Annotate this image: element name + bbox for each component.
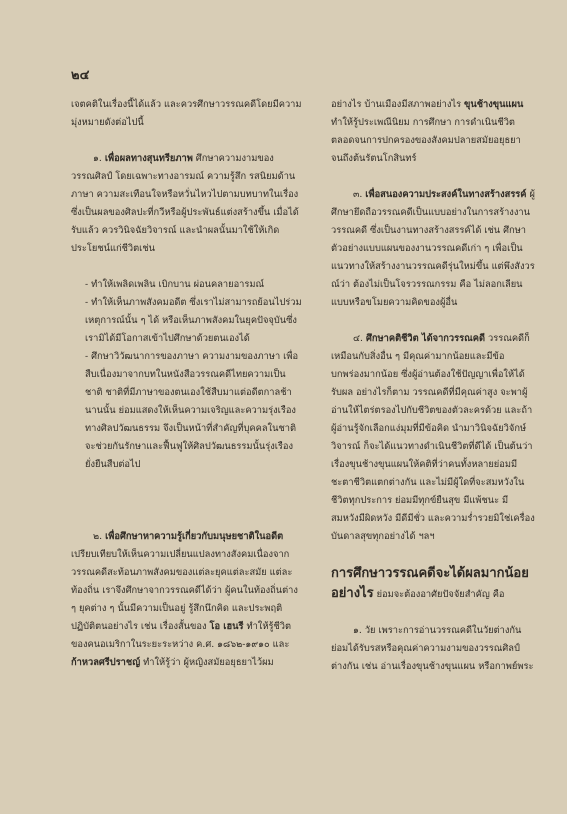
point-2-work: ก้าหวลศรีปราชญ์ <box>71 657 141 668</box>
point-2-heading: เพื่อศึกษาหาความรู้เกี่ยวกับมนุษยชาติในอดีต <box>105 531 284 542</box>
bullet-1: - ทำให้เพลิดเพลิน เบิกบาน ผ่อนคลายอารมณ์ <box>85 279 265 290</box>
point-1-paragraph <box>71 150 303 258</box>
point-2-text-2: ทำให้รู้ชีวิตของคนอเมริกาในระยะระหว่าง ค.ศ. ๑๘๖๒-๑๙๑๐ และ <box>71 621 292 650</box>
point-3-paragraph <box>331 186 535 312</box>
point-2-text: เปรียบเทียบให้เห็นความเปลี่ยนแปลงทางสังคมเนื่องจากวรรณคดีสะท้อนภาพสังคมของแต่ละยุคแต่ละสมัย แต่ละท้องถิ่น เราจึงศึกษาจากวรรณคดีได้ว่า ผู้คนในท้องถิ่นต่าง ๆ ยุคต่าง ๆ นั้นมีความเป็นอยู่ รู้สึกนึกคิด และประพฤติปฏิบัติตนอย่างไร เช่น เรื่องสั้นของ <box>71 549 298 632</box>
point-5-text: วัย เพราะการอ่านวรรณคดีในวัยต่างกันย่อมได้รับรสหรือคุณค่าความงามของวรรณศิลป์ต่างกัน เช่น อ่านเรื่องขุนช้างขุนแผน หรือกาพย์พระ <box>331 625 534 672</box>
bullet-3: - ศึกษาวิวัฒนาการของภาษา ความงามของภาษา เพื่อสืบเนื่องมาจากบทในหนังสือวรรณคดีไทยความเป็นชาติ ชาติที่มีภาษาของตนเองใช้สืบมาแต่อดีตกาลช้านานนั้น ย่อมแสดงให้เห็นความเจริญและความรุ่งเรืองทางศิลปวัฒนธรรม จึงเป็นหน้าที่สำคัญที่บุคคลในชาติจะช่วยกันรักษาและฟื้นฟูให้ศิลปวัฒนธรรมนั้นรุ่งเรืองยั่งยืนสืบต่อไป <box>85 351 299 470</box>
point-1-number: ๑. <box>93 153 102 164</box>
continued-work-title: ขุนช้างขุนแผน <box>464 99 524 110</box>
continued-text-2: ทำให้รู้ประเพณีนิยม การศึกษา การดำเนินชีวิตตลอดจนการปกครองของสังคมปลายสมัยอยุธยาจนถึงต้นรัตนโกสินทร์ <box>331 117 521 164</box>
page-number: ๒๔ <box>71 68 90 83</box>
point-5-paragraph <box>331 622 535 676</box>
continued-paragraph <box>331 96 535 168</box>
point-4-number: ๔. <box>353 333 363 344</box>
point-2-text-3: ทำให้รู้ว่า ผู้หญิงสมัยอยุธยาไว้ผม <box>143 657 274 668</box>
point-2-number: ๒. <box>93 531 103 542</box>
point-2-author: โอ เฮนรี <box>209 621 244 632</box>
point-3-heading: เพื่อสนองความประสงค์ในทางสร้างสรรค์ <box>365 189 527 200</box>
point-3-number: ๓. <box>353 189 363 200</box>
point-4-paragraph <box>331 330 535 546</box>
section-heading: การศึกษาวรรณคดีจะได้ผลมากน้อยอย่างไร <box>331 566 529 601</box>
left-column <box>71 96 303 672</box>
point-1-heading: เพื่อผลทางสุนทรียภาพ <box>104 153 193 164</box>
point-2-paragraph <box>71 528 303 672</box>
point-5-number: ๑. <box>353 625 362 636</box>
section-heading-text: ย่อมจะต้องอาศัยปัจจัยสำคัญ คือ <box>376 589 505 600</box>
point-3-text: ผู้ศึกษายึดถือวรรณคดีเป็นแบบอย่างในการสร้างงานวรรณคดี ซึ่งเป็นงานทางสร้างสรรค์ได้ เช่น ศึกษาตัวอย่างแบบแผนของงานวรรณคดีเก่า ๆ เพื่อเป็นแนวทางให้สร้างงานวรรณคดีรุ่นใหม่ขึ้น แต่พึงสังวรณ์ว่า ต้องไม่เป็นโจรวรรณกรรม คือ ไม่ลอกเลียนแบบหรือขโมยความคิดของผู้อื่น <box>331 189 535 308</box>
point-1-text: ศึกษาความงามของวรรณศิลป์ โดยเฉพาะทางอารมณ์ ความรู้สึก รสนิยมด้านภาษา ความสะเทือนใจหรือหวั่นไหวไปตามบทบาทในเรื่อง ซึ่งเป็นผลของศิลปะที่กวีหรือผู้ประพันธ์แต่งสร้างขึ้น เมื่อได้รับแล้ว ควรวินิจฉัยวิจารณ์ และนำผลนั้นมาใช้ให้เกิดประโยชน์แก่ชีวิตเช่น <box>71 153 299 254</box>
section-paragraph <box>331 564 535 604</box>
point-4-heading: ศึกษาคติชีวิต ได้จากวรรณคดี <box>365 333 486 344</box>
intro-paragraph: เจตคติในเรื่องนี้ได้แล้ว และควรศึกษาวรรณคดีโดยมีความมุ่งหมายดังต่อไปนี้ <box>71 99 302 128</box>
point-4-text: วรรณคดีก็เหมือนกับสิ่งอื่น ๆ มีคุณค่ามากน้อยและมีข้อบกพร่องมากน้อย ซึ่งผู้อ่านต้องใช้ปัญญาเพื่อให้ได้รับผล อย่างไรก็ตาม วรรณคดีที่มีคุณค่าสูง จะพาผู้อ่านให้ไตร่ตรองไปกับชีวิตของตัวละครด้วย และถ้าผู้อ่านรู้จักเลือกแง่มุมที่มีข้อคิด นำมาวินิจฉัยวิจักษ์วิจารณ์ ก็จะได้แนวทางดำเนินชีวิตที่ดีได้ เป็นต้นว่า เรื่องขุนช้างขุนแผนให้คติที่ว่าคนทั้งหลายย่อมมีชะตาชีวิตแตกต่างกัน และไม่มีผู้ใดที่จะสมหวังในชีวิตทุกประการ ย่อมมีทุกข์ยืนสุข มีแพ้ชนะ มีสมหวังมีผิดหวัง มีดีมีชั่ว และความร่ำรวยมิใช่เครื่องบันดาลสุขทุกอย่างได้ ฯลฯ <box>331 333 535 542</box>
right-column <box>331 96 535 676</box>
continued-text: อย่างไร บ้านเมืองมีสภาพอย่างไร <box>331 99 462 110</box>
bullet-2: - ทำให้เห็นภาพสังคมอดีต ซึ่งเราไม่สามารถย้อนไปร่วมเหตุการณ์นั้น ๆ ได้ หรือเห็นภาพสังคมในยุคปัจจุบันซึ่งเรามิได้มีโอกาสเข้าไปศึกษาด้วยตนเองได้ <box>85 297 302 344</box>
